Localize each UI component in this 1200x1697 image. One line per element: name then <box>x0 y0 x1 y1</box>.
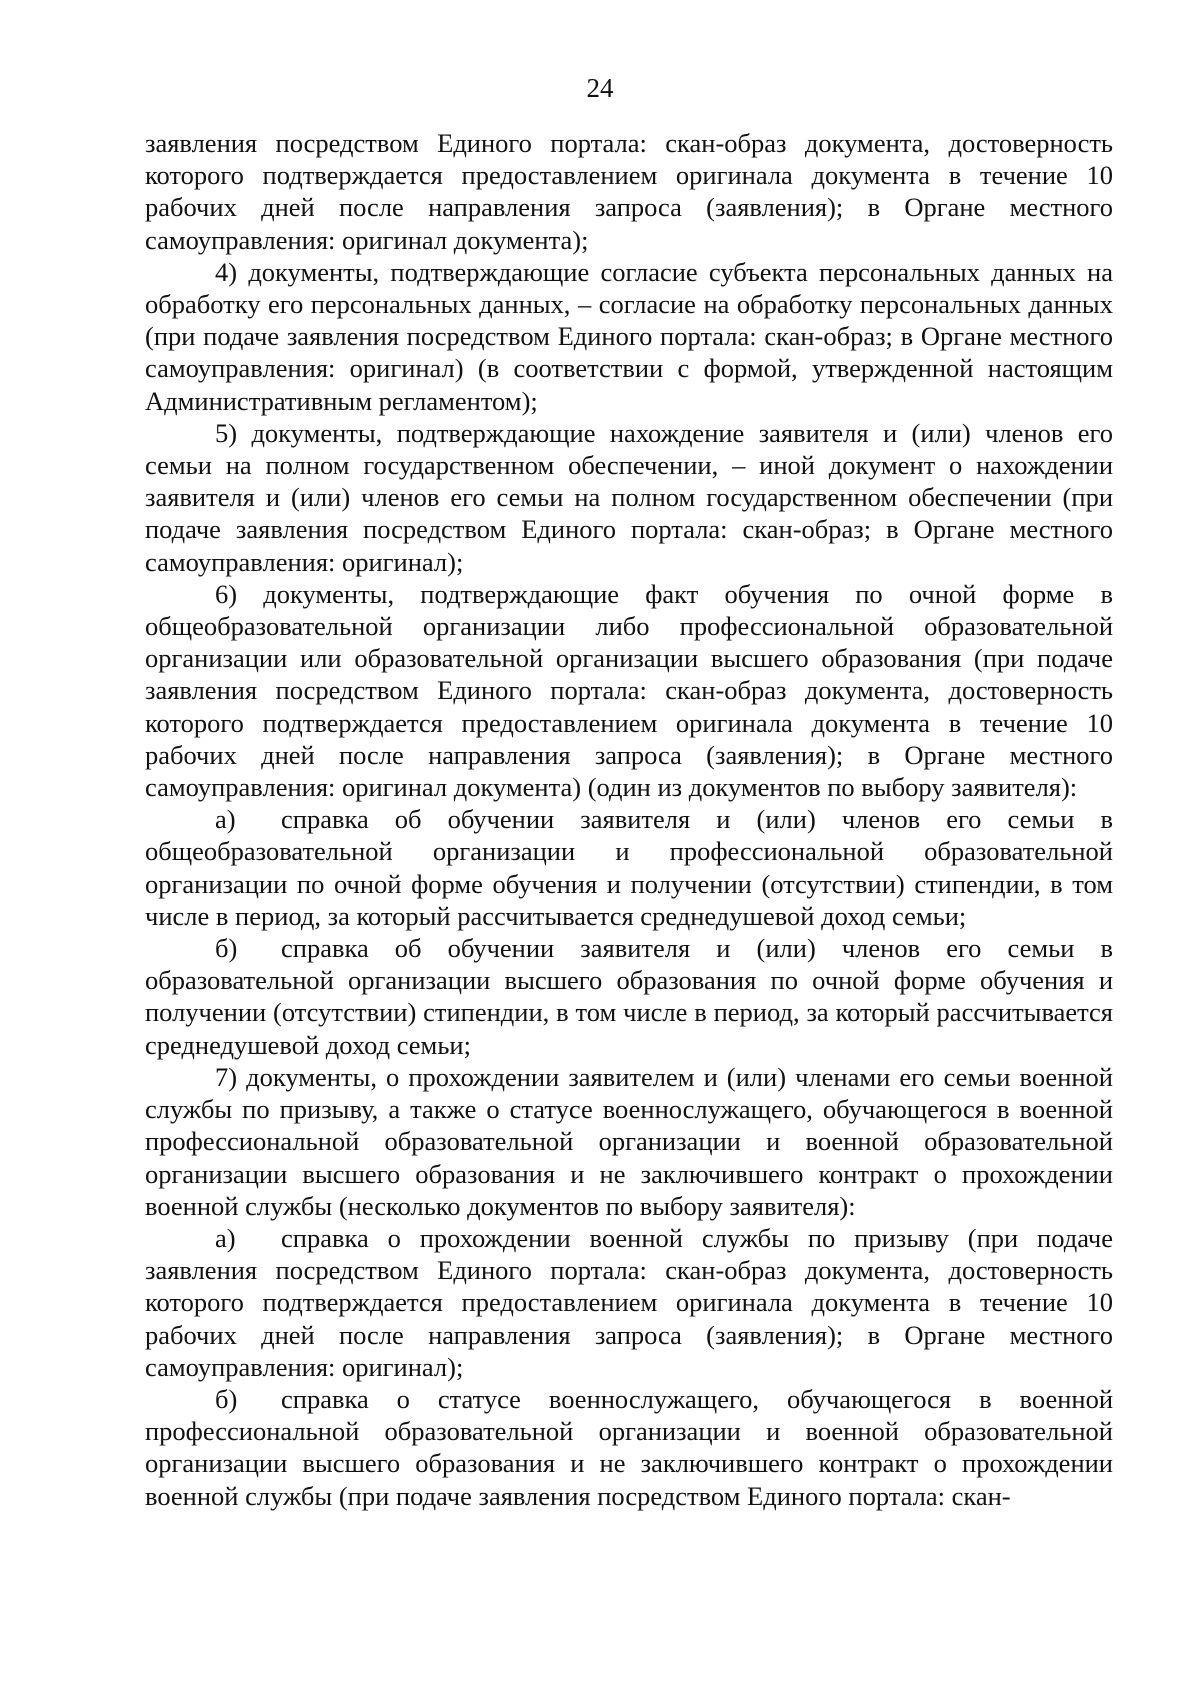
paragraph-item-6: 6) документы, подтверждающие факт обучения по очной форме в общеобразовательной организации либо профессиональной образовательной организации или образовательной организации высшего образования (при подаче заявления посредством Единого портала: скан-образ документа, достоверность которого подтверждается предоставлением оригинала документа в течение 10 рабочих дней после направления запроса (заявления); в Органе местного самоуправления: оригинал документа) (один из документов по выбору заявителя): <box>145 578 1113 803</box>
paragraph-item-5: 5) документы, подтверждающие нахождение заявителя и (или) членов его семьи на полном государственном обеспечении, – иной документ о нахождении заявителя и (или) членов его семьи на полном государственном обеспечении (при подаче заявления посредством Единого портала: скан-образ; в Органе местного самоуправления: оригинал); <box>145 417 1113 577</box>
paragraph-item-6a <box>145 803 1113 932</box>
item-marker-7a: а) <box>215 1222 236 1253</box>
item-text-7a: справка о прохождении военной службы по призыву (при подаче заявления посредством Единого портала: скан-образ документа, достоверность которого подтверждается предоставлением оригинала документа в течение 10 рабочих дней после направления запроса (заявления); в Органе местного самоуправления: оригинал); <box>145 1222 1113 1382</box>
paragraph-item-7b <box>145 1383 1113 1512</box>
paragraph-item-7a <box>145 1222 1113 1383</box>
paragraph-item-4: 4) документы, подтверждающие согласие субъекта персональных данных на обработку его персональных данных, – согласие на обработку персональных данных (при подаче заявления посредством Единого портала: скан-образ; в Органе местного самоуправления: оригинал) (в соответствии с формой, утвержденной настоящим Административным регламентом); <box>145 256 1113 416</box>
item-text-6b: справка об обучении заявителя и (или) членов его семьи в образовательной организации высшего образования по очной форме обучения и получении (отсутствии) стипендии, в том числе в период, за который рассчитывается среднедушевой доход семьи; <box>145 933 1113 1060</box>
paragraph-item-7: 7) документы, о прохождении заявителем и (или) членами его семьи военной службы по призыву, а также о статусе военнослужащего, обучающегося в военной профессиональной образовательной организации и военной образовательной организации высшего образования и не заключившего контракт о прохождении военной службы (несколько документов по выбору заявителя): <box>145 1061 1113 1221</box>
page-number: 24 <box>586 73 614 103</box>
paragraph-continuation: заявления посредством Единого портала: скан-образ документа, достоверность которого подтверждается предоставлением оригинала документа в течение 10 рабочих дней после направления запроса (заявления); в Органе местного самоуправления: оригинал документа); <box>145 128 1113 255</box>
item-marker-6b: б) <box>215 933 238 964</box>
item-text-7b: справка о статусе военнослужащего, обучающегося в военной профессиональной образовательной организации и военной образовательной организации высшего образования и не заключившего контракт о прохождении военной службы (при подаче заявления посредством Единого портала: скан- <box>145 1383 1113 1511</box>
document-body <box>145 127 1113 1512</box>
paragraph-item-6b <box>145 932 1113 1061</box>
item-text-6a: справка об обучении заявителя и (или) членов его семьи в общеобразовательной организации и профессиональной образовательной организации по очной форме обучения и получении (отсутствии) стипендии, в том числе в период, за который рассчитывается среднедушевой доход семьи; <box>145 804 1113 931</box>
item-marker-7b: б) <box>215 1383 238 1414</box>
item-marker-6a: а) <box>215 804 236 835</box>
